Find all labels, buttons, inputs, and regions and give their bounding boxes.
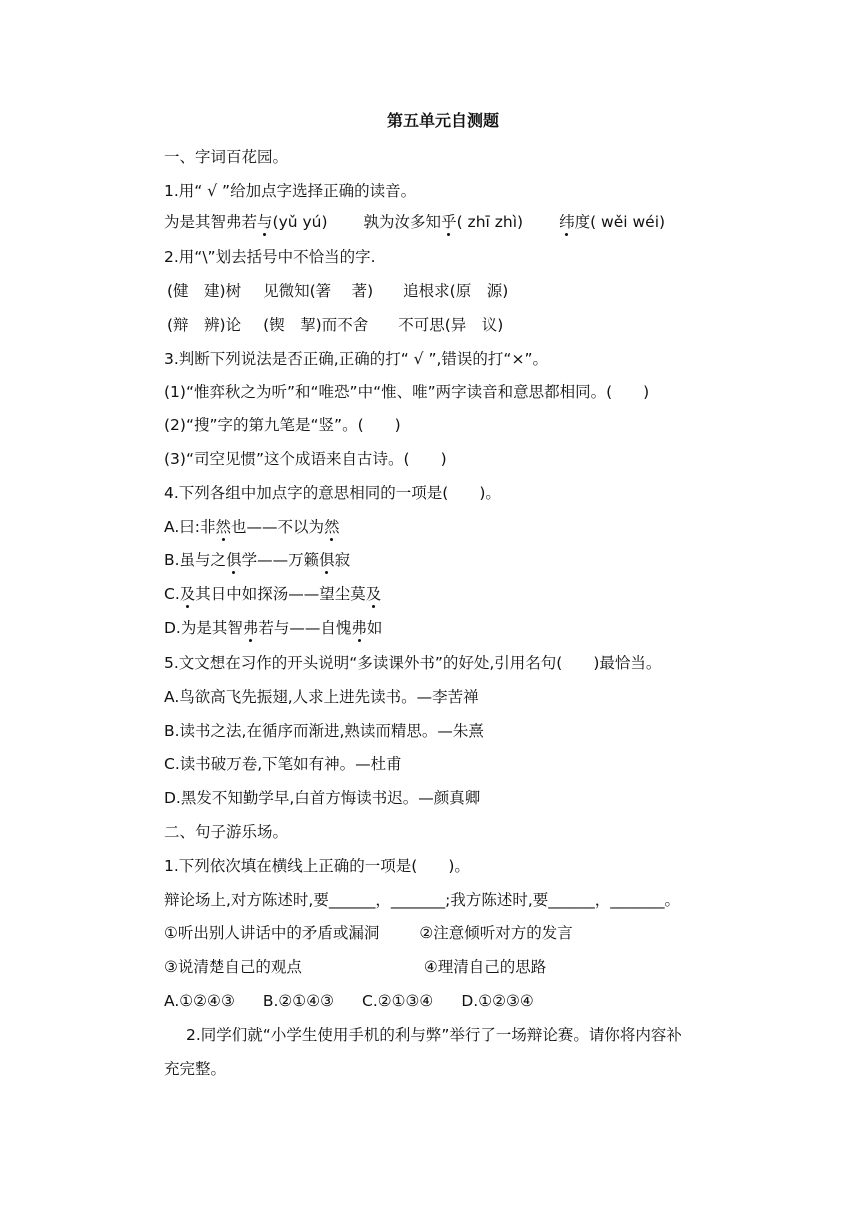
q3-statement-3: (3)“司空见惯”这个成语来自古诗。( ): [164, 450, 447, 468]
q4-option-b: B.虽与之俱学——万籁俱寂: [164, 551, 351, 569]
dotted-char: 然: [215, 518, 231, 536]
s2q1-options-row-1: [164, 922, 573, 944]
s2q1-stem: 1.下列依次填在横线上正确的一项是( )。: [164, 857, 470, 875]
dotted-char: 乎: [441, 213, 457, 231]
dotted-char: 及: [365, 585, 382, 603]
s2q1-options-row-2: [164, 956, 546, 978]
s2q1-item-2: ②注意倾听对方的发言: [419, 924, 573, 942]
q1-option-b: 孰为汝多知乎( zhī zhì): [363, 213, 524, 231]
page-title: 第五单元自测题: [387, 111, 500, 130]
q2-stem: 2.用“\”划去括号中不恰当的字.: [164, 248, 376, 266]
dotted-char: 俱: [226, 551, 242, 569]
s2q2-stem-line-2: 充完整。: [164, 1060, 227, 1078]
q5-option-d: D.黑发不知勤学早,白首方悔读书迟。—颜真卿: [164, 789, 481, 807]
q3-statement-1: (1)“惟弈秋之为听”和“唯恐”中“惟、唯”两字读音和意思都相同。( ): [164, 383, 650, 401]
q5-option-c: C.读书破万卷,下笔如有神。—杜甫: [164, 755, 402, 773]
q1-options: [164, 211, 665, 233]
s2q1-choice-d: D.①②③④: [461, 992, 534, 1010]
q4-option-c: C.及其日中如探汤——望尘莫及: [164, 585, 382, 603]
s2q2-stem-line-1: 2.同学们就“小学生使用手机的利与弊”举行了一场辩论赛。请你将内容补: [186, 1026, 682, 1044]
dotted-char: 俱: [319, 551, 335, 569]
dotted-char: 弗: [242, 619, 259, 637]
s2q1-item-4: ④理清自己的思路: [423, 958, 547, 976]
dotted-char: 及: [179, 585, 196, 603]
dotted-char: 与: [257, 213, 273, 231]
dotted-char: 纬: [559, 213, 575, 231]
q5-option-b: B.读书之法,在循序而渐进,熟读而精思。—朱熹: [164, 722, 484, 740]
section-1-heading: 一、字词百花园。: [164, 148, 289, 166]
s2q1-choice-a: A.①②④③: [164, 992, 235, 1010]
dotted-char: 然: [324, 518, 340, 536]
q2-row-1: (健 建)树 见微知(箸 著) 追根求(原 源): [167, 282, 509, 300]
q3-statement-2: (2)“搜”字的第九笔是“竖”。( ): [164, 416, 401, 434]
dotted-char: 弗: [351, 619, 367, 637]
s2q1-choices: [164, 990, 534, 1012]
q5-option-a: A.鸟欲高飞先振翅,人求上进先读书。—李苦禅: [164, 688, 479, 706]
q1-option-a: 为是其智弗若与(yǔ yú): [164, 213, 328, 231]
q4-option-a: A.曰:非然也——不以为然: [164, 518, 340, 536]
q1-stem: 1.用“ √ ”给加点字选择正确的读音。: [164, 182, 417, 200]
q4-option-d: D.为是其智弗若与——自愧弗如: [164, 619, 383, 637]
q2-row-2: (辩 辨)论 (锲 挈)而不舍 不可思(异 议): [167, 316, 504, 334]
s2q1-item-3: ③说清楚自己的观点: [164, 958, 302, 976]
s2q1-fill-in-sentence: 辩论场上,对方陈述时,要______，_______;我方陈述时,要______，_______。: [164, 891, 681, 909]
s2q1-choice-c: C.②①③④: [362, 992, 434, 1010]
q4-stem: 4.下列各组中加点字的意思相同的一项是( )。: [164, 484, 501, 502]
s2q1-choice-b: B.②①④③: [262, 992, 334, 1010]
q3-stem: 3.判断下列说法是否正确,正确的打“ √ ”,错误的打“×”。: [164, 350, 548, 368]
section-2-heading: 二、句子游乐场。: [164, 823, 289, 841]
q5-stem: 5.文文想在习作的开头说明“多读课外书”的好处,引用名句( )最恰当。: [164, 654, 662, 672]
s2q1-item-1: ①听出别人讲话中的矛盾或漏洞: [164, 924, 380, 942]
q1-option-c: 纬度( wěi wéi): [559, 213, 666, 231]
